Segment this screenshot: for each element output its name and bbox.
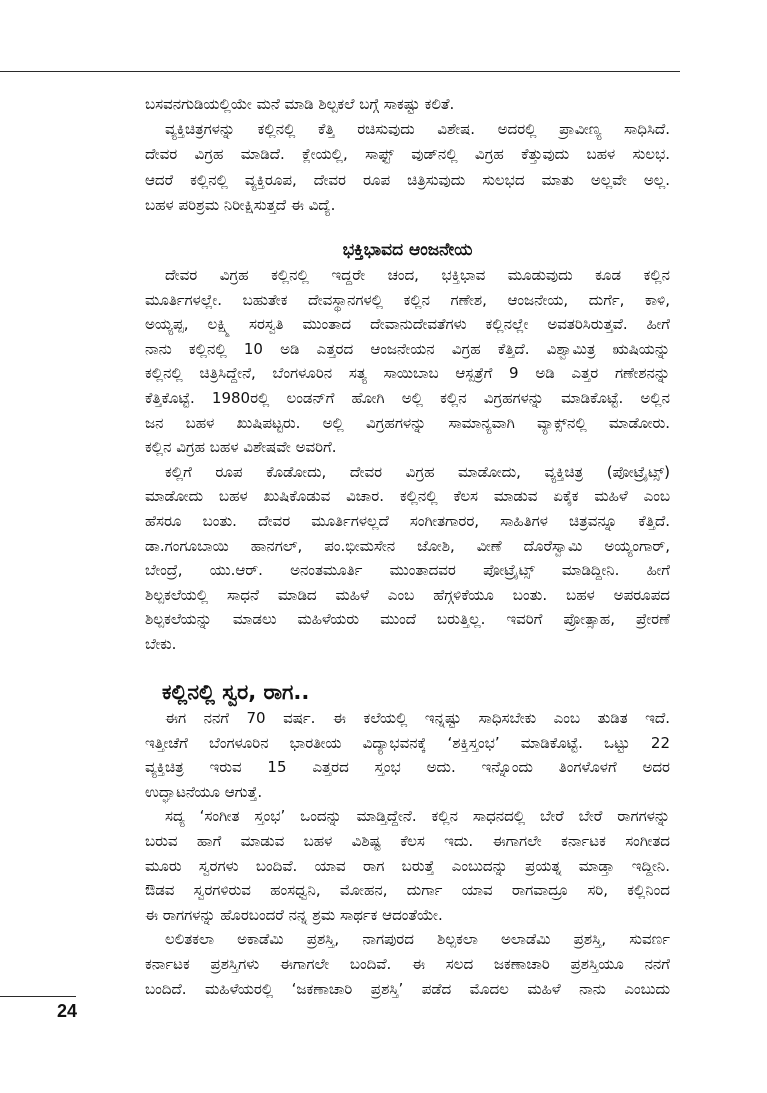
section-heading: ಭಕ್ತಿಭಾವದ ಆಂಜನೇಯ — [342, 240, 473, 260]
text-line: ನಾನು ಕಲ್ಲಿನಲ್ಲಿ 10 ಅಡಿ ಎತ್ತರದ ಆಂಜನೇಯನ ವಿಗ್ರಹ ಕೆತ್ತಿದೆ. ವಿಶ್ವಾಮಿತ್ರ ಋಷಿಯನ್ನು — [145, 339, 670, 358]
text-line: ಹೆಸರೂ ಬಂತು. ದೇವರ ಮೂರ್ತಿಗಳಲ್ಲದೆ ಸಂಗೀತಗಾರರ, ಸಾಹಿತಿಗಳ ಚಿತ್ರವನ್ನೂ ಕೆತ್ತಿದೆ. — [145, 511, 670, 530]
intro-section — [145, 92, 670, 218]
text-line: ಬರುವ ಹಾಗೆ ಮಾಡುವ ಬಹಳ ವಿಶಿಷ್ಟ ಕೆಲಸ ಇದು. ಈಗಾಗಲೇ ಕರ್ನಾಟಕ ಸಂಗೀತದ — [145, 831, 670, 850]
text-line: ಈಗ ನನಗೆ 70 ವರ್ಷ. ಈ ಕಲೆಯಲ್ಲಿ ಇನ್ನಷ್ಟು ಸಾಧಿಸಬೇಕು ಎಂಬ ತುಡಿತ ಇದೆ. — [165, 709, 670, 727]
section-swara-heading-wrap — [145, 677, 670, 707]
section-swara-body — [145, 706, 670, 1001]
text-line: ಮೂರು ಸ್ವರಗಳು ಬಂದಿವೆ. ಯಾವ ರಾಗ ಬರುತ್ತೆ ಎಂಬುದನ್ನು ಪ್ರಯತ್ನ ಮಾಡ್ತಾ ಇದ್ದೀನಿ. — [145, 856, 670, 875]
text-line: ಡಾ.ಗಂಗೂಬಾಯಿ ಹಾನಗಲ್, ಪಂ.ಭೀಮಸೇನ ಜೋಶಿ, ವೀಣೆ ದೊರೆಸ್ವಾಮಿ ಅಯ್ಯಂಗಾರ್, — [145, 536, 670, 555]
footer-rule — [0, 996, 76, 997]
text-line: ಉದ್ಘಾಟನೆಯೂ ಆಗುತ್ತೆ. — [145, 782, 263, 801]
page-number: 24 — [56, 1001, 78, 1021]
text-line: ಬೇಕು. — [145, 634, 177, 653]
section-anjaneya-heading-wrap — [145, 236, 670, 264]
section-heading: ಕಲ್ಲಿನಲ್ಲಿ ಸ್ವರ, ರಾಗ.. — [162, 680, 310, 704]
text-line: ಬಹಳ ಪರಿಶ್ರಮ ನಿರೀಕ್ಷಿಸುತ್ತದೆ ಈ ವಿದ್ಯೆ. — [145, 195, 336, 214]
text-line: ಶಿಲ್ಪಕಲೆಯನ್ನು ಮಾಡಲು ಮಹಿಳೆಯರು ಮುಂದೆ ಬರುತ್ತಿಲ್ಲ. ಇವರಿಗೆ ಪ್ರೋತ್ಸಾಹ, ಪ್ರೇರಣೆ — [145, 610, 670, 629]
text-line: ಬಸವನಗುಡಿಯಲ್ಲಿಯೇ ಮನೆ ಮಾಡಿ ಶಿಲ್ಪಕಲೆ ಬಗ್ಗೆ ಸಾಕಷ್ಟು ಕಲಿತೆ. — [145, 95, 455, 113]
text-line: ಜನ ಬಹಳ ಖುಷಿಪಟ್ಟರು. ಅಲ್ಲಿ ವಿಗ್ರಹಗಳನ್ನು ಸಾಮಾನ್ಯವಾಗಿ ವ್ಯಾಕ್ಸ್‌ನಲ್ಲಿ ಮಾಡೋರು. — [145, 413, 670, 432]
section-anjaneya-body — [145, 263, 670, 657]
text-line: ಈ ರಾಗಗಳನ್ನು ಹೊರಬಂದರೆ ನನ್ನ ಶ್ರಮ ಸಾರ್ಥಕ ಆದಂತೆಯೇ. — [145, 905, 443, 924]
text-line: ಕರ್ನಾಟಕ ಪ್ರಶಸ್ತಿಗಳು ಈಗಾಗಲೇ ಬಂದಿವೆ. ಈ ಸಲದ ಜಕಣಾಚಾರಿ ಪ್ರಶಸ್ತಿಯೂ ನನಗೆ — [145, 954, 670, 973]
text-line: ಮಾಡೋದು ಬಹಳ ಖುಷಿಕೊಡುವ ವಿಚಾರ. ಕಲ್ಲಿನಲ್ಲಿ ಕೆಲಸ ಮಾಡುವ ಏಕೈಕ ಮಹಿಳೆ ಎಂಬ — [145, 487, 670, 506]
text-line: ಶಿಲ್ಪಕಲೆಯಲ್ಲಿ ಸಾಧನೆ ಮಾಡಿದ ಮಹಿಳೆ ಎಂಬ ಹೆಗ್ಗಳಿಕೆಯೂ ಬಂತು. ಬಹಳ ಅಪರೂಪದ — [145, 585, 670, 604]
text-line: ಮೂರ್ತಿಗಳಲ್ಲೇ. ಬಹುತೇಕ ದೇವಸ್ಥಾನಗಳಲ್ಲಿ ಕಲ್ಲಿನ ಗಣೇಶ, ಆಂಜನೇಯ, ದುರ್ಗೆ, ಕಾಳಿ, — [145, 290, 670, 309]
text-line: ಆದರೆ ಕಲ್ಲಿನಲ್ಲಿ ವ್ಯಕ್ತಿರೂಪ, ದೇವರ ರೂಪ ಚಿತ್ರಿಸುವುದು ಸುಲಭದ ಮಾತು ಅಲ್ಲವೇ ಅಲ್ಲ. — [145, 170, 670, 189]
text-line: ಕೆತ್ತಿಕೊಟ್ಟೆ. 1980ರಲ್ಲಿ ಲಂಡನ್‌ಗೆ ಹೋಗಿ ಅಲ್ಲಿ ಕಲ್ಲಿನ ವಿಗ್ರಹಗಳನ್ನು ಮಾಡಿಕೊಟ್ಟೆ. ಅಲ್ಲಿನ — [145, 388, 670, 407]
text-line: ಅಯ್ಯಪ್ಪ, ಲಕ್ಷ್ಮಿ ಸರಸ್ವತಿ ಮುಂತಾದ ದೇವಾನುದೇವತೆಗಳು ಕಲ್ಲಿನಲ್ಲೇ ಅವತರಿಸಿರುತ್ತವೆ. ಹೀಗೆ — [145, 315, 670, 334]
text-line: ಕಲ್ಲಿನಲ್ಲಿ ಚಿತ್ರಿಸಿದ್ದೇನೆ, ಬೆಂಗಳೂರಿನ ಸತ್ಯ ಸಾಯಿಬಾಬ ಆಸ್ಪತ್ರೆಗೆ 9 ಅಡಿ ಎತ್ತರ ಗಣೇಶನನ್ನು — [145, 364, 670, 383]
text-line: ಬೇಂದ್ರೆ, ಯು.ಆರ್. ಅನಂತಮೂರ್ತಿ ಮುಂತಾದವರ ಪೋಟ್ರೈಟ್ಸ್ ಮಾಡಿದ್ದೀನಿ. ಹೀಗೆ — [145, 561, 670, 580]
text-line: ದೇವರ ವಿಗ್ರಹ ಮಾಡಿದೆ. ಕ್ಲೇಯಲ್ಲಿ, ಸಾಫ್ಟ್ ವುಡ್‌ನಲ್ಲಿ ವಿಗ್ರಹ ಕೆತ್ತುವುದು ಬಹಳ ಸುಲಭ. — [145, 145, 670, 164]
text-line: ದೇವರ ವಿಗ್ರಹ ಕಲ್ಲಿನಲ್ಲಿ ಇದ್ದರೇ ಚಂದ, ಭಕ್ತಿಭಾವ ಮೂಡುವುದು ಕೂಡ ಕಲ್ಲಿನ — [165, 266, 670, 284]
text-line: ವ್ಯಕ್ತಿಚಿತ್ರಗಳನ್ನು ಕಲ್ಲಿನಲ್ಲಿ ಕೆತ್ತಿ ರಚಿಸುವುದು ವಿಶೇಷ. ಅದರಲ್ಲಿ ಪ್ರಾವೀಣ್ಯ ಸಾಧಿಸಿದೆ. — [165, 120, 670, 139]
text-line: ಲಲಿತಕಲಾ ಅಕಾಡೆಮಿ ಪ್ರಶಸ್ತಿ, ನಾಗಪುರದ ಶಿಲ್ಪಕಲಾ ಅಲಾಡೆಮಿ ಪ್ರಶಸ್ತಿ, ಸುವರ್ಣ — [165, 930, 670, 949]
text-line: ಕಲ್ಲಿಗೆ ರೂಪ ಕೊಡೋದು, ದೇವರ ವಿಗ್ರಹ ಮಾಡೋದು, ವ್ಯಕ್ತಿಚಿತ್ರ (ಪೋಟ್ರೈಟ್ಸ್) — [165, 462, 670, 481]
text-line: ಸದ್ಯ ‘ಸಂಗೀತ ಸ್ತಂಭ’ ಒಂದನ್ನು ಮಾಡ್ತಿದ್ದೇನೆ. ಕಲ್ಲಿನ ಸಾಧನದಲ್ಲಿ ಬೇರೆ ಬೇರೆ ರಾಗಗಳನ್ನು — [165, 807, 670, 826]
text-line: ವ್ಯಕ್ತಿಚಿತ್ರ ಇರುವ 15 ಎತ್ತರದ ಸ್ತಂಭ ಅದು. ಇನ್ನೊಂದು ತಿಂಗಳೊಳಗೆ ಅದರ — [145, 758, 670, 777]
header-rule — [0, 71, 680, 72]
text-line: ಬಂದಿದೆ. ಮಹಿಳೆಯರಲ್ಲಿ ‘ಜಕಣಾಚಾರಿ ಪ್ರಶಸ್ತಿ’ ಪಡೆದ ಮೊದಲ ಮಹಿಳೆ ನಾನು ಎಂಬುದು — [145, 979, 670, 998]
text-line: ಔಡವ ಸ್ವರಗಳಿರುವ ಹಂಸಧ್ವನಿ, ಮೋಹನ, ದುರ್ಗಾ ಯಾವ ರಾಗವಾದ್ರೂ ಸರಿ, ಕಲ್ಲಿನಿಂದ — [145, 881, 670, 900]
text-line: ಕಲ್ಲಿನ ವಿಗ್ರಹ ಬಹಳ ವಿಶೇಷವೇ ಅವರಿಗೆ. — [145, 438, 337, 457]
text-line: ಇತ್ತೀಚೆಗೆ ಬೆಂಗಳೂರಿನ ಭಾರತೀಯ ವಿದ್ಯಾಭವನಕ್ಕೆ ‘ಶಕ್ತಿಸ್ತಂಭ’ ಮಾಡಿಕೊಟ್ಟೆ. ಒಟ್ಟು 22 — [145, 733, 670, 752]
